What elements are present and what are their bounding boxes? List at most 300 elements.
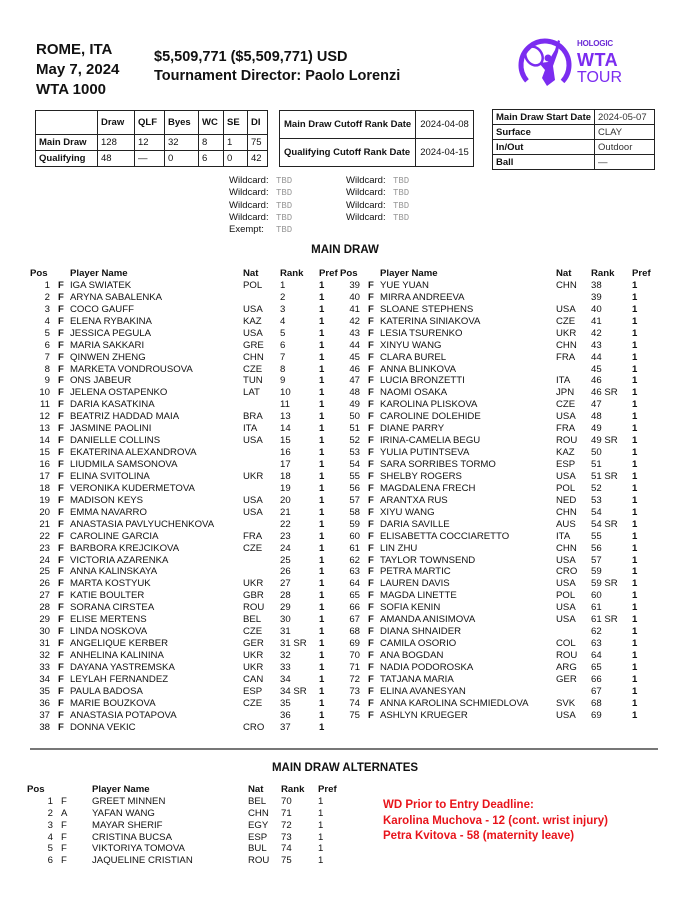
player-name: CRISTINA BUCSA <box>92 831 172 843</box>
player-name: DARIA SAVILLE <box>380 518 450 530</box>
draw-position: 51 <box>349 423 360 435</box>
column-header-player-name: Player Name <box>380 268 438 279</box>
player-name: ANASTASIA POTAPOVA <box>70 709 177 721</box>
info-value: Outdoor <box>595 140 655 155</box>
withdrawals-title: WD Prior to Entry Deadline: <box>383 799 534 811</box>
draw-position: 71 <box>349 661 360 673</box>
preference: 1 <box>632 661 638 673</box>
preference: 1 <box>319 411 325 423</box>
player-name: KAROLINA PLISKOVA <box>380 399 478 411</box>
wildcard-label: Wildcard: <box>229 175 269 186</box>
preference: 1 <box>632 327 638 339</box>
nationality: USA <box>556 578 576 590</box>
preference: 1 <box>319 291 325 303</box>
rank: 57 <box>591 554 602 566</box>
entry-flag: F <box>58 697 64 709</box>
draw-position: 47 <box>349 375 360 387</box>
nationality: POL <box>243 279 263 291</box>
draw-position: 18 <box>39 482 50 494</box>
rank: 52 <box>591 482 602 494</box>
player-name: ANNA KAROLINA SCHMIEDLOVA <box>380 697 529 709</box>
player-name: DIANE PARRY <box>380 423 445 435</box>
player-name: TAYLOR TOWNSEND <box>380 554 476 566</box>
player-name: ANA BOGDAN <box>380 650 444 661</box>
column-header-nat: Nat <box>248 784 264 795</box>
draw-position: 46 <box>349 363 360 375</box>
preference: 1 <box>319 709 325 721</box>
entry-flag: F <box>368 590 374 602</box>
header-se: SE <box>224 111 248 135</box>
row-label: Main Draw <box>36 135 98 151</box>
rank: 49 <box>591 423 602 435</box>
draw-position: 40 <box>349 291 360 303</box>
entry-flag: F <box>368 638 374 650</box>
draw-position: 11 <box>40 399 50 411</box>
player-name: PAULA BADOSA <box>70 685 143 697</box>
rank: 6 <box>280 339 286 351</box>
draw-position: 57 <box>349 494 360 506</box>
rank: 47 <box>591 399 602 411</box>
player-name: LINDA NOSKOVA <box>70 626 148 638</box>
nationality: CAN <box>243 673 264 685</box>
entry-flag: F <box>368 614 374 626</box>
preference: 1 <box>319 661 325 673</box>
withdrawal-line: Petra Kvitova - 58 (maternity leave) <box>383 830 575 842</box>
player-name: SOFIA KENIN <box>380 602 441 614</box>
entry-flag: F <box>368 327 374 339</box>
draw-position: 13 <box>39 423 50 435</box>
tour-brand: TOUR <box>577 69 623 86</box>
preference: 1 <box>632 506 638 518</box>
preference: 1 <box>319 482 325 494</box>
cutoff-label: Qualifying Cutoff Rank Date <box>280 139 416 167</box>
rank: 40 <box>591 303 602 315</box>
cell-se: 0 <box>224 151 248 167</box>
player-name: AMANDA ANISIMOVA <box>380 614 476 626</box>
nationality: USA <box>556 303 576 315</box>
player-name: IGA SWIATEK <box>70 279 132 291</box>
column-header-pref: Pref <box>319 268 338 279</box>
rank: 37 <box>280 721 291 733</box>
entry-flag: F <box>58 423 64 435</box>
rank: 59 SR <box>591 578 618 590</box>
info-row-start-date <box>493 110 655 125</box>
column-header-pos: Pos <box>27 784 45 795</box>
rank: 45 <box>591 363 602 375</box>
entry-flag: F <box>58 506 64 518</box>
draw-position: 55 <box>349 470 360 482</box>
draw-position: 60 <box>349 530 360 542</box>
column-header-rank: Rank <box>280 268 304 279</box>
info-label: Ball <box>493 155 595 170</box>
entry-flag: F <box>58 650 64 661</box>
nationality: ARG <box>556 661 577 673</box>
draw-position: 42 <box>349 315 360 327</box>
entry-flag: A <box>61 807 68 819</box>
player-name: JASMINE PAOLINI <box>70 423 152 435</box>
entry-flag: F <box>368 709 374 721</box>
player-silhouette-icon <box>515 34 575 94</box>
player-name: ELISE MERTENS <box>70 614 147 626</box>
nationality: CRO <box>243 721 265 733</box>
rank: 31 SR <box>280 638 307 650</box>
rank: 2 <box>280 291 286 303</box>
rank: 67 <box>591 685 602 697</box>
preference: 1 <box>319 363 325 375</box>
nationality: FRA <box>556 423 576 435</box>
preference: 1 <box>632 638 638 650</box>
preference: 1 <box>319 435 325 447</box>
wildcard-value: TBD <box>276 212 293 223</box>
preference: 1 <box>632 530 638 542</box>
draw-table-row-qualifying <box>36 151 268 167</box>
column-header-rank: Rank <box>591 268 615 279</box>
rank: 49 SR <box>591 435 618 447</box>
player-name: GREET MINNEN <box>92 795 166 807</box>
info-row-surface <box>493 125 655 140</box>
cutoff-value: 2024-04-15 <box>416 139 474 167</box>
draw-position: 6 <box>47 855 53 867</box>
draw-position: 74 <box>349 697 360 709</box>
nationality: POL <box>556 590 576 602</box>
draw-position: 28 <box>39 602 50 614</box>
rank: 46 <box>591 375 602 387</box>
preference: 1 <box>632 626 638 638</box>
preference: 1 <box>632 447 638 459</box>
player-name: MIRRA ANDREEVA <box>380 291 465 303</box>
entry-flag: F <box>368 542 374 554</box>
preference: 1 <box>632 518 638 530</box>
rank: 65 <box>591 661 602 673</box>
entry-flag: F <box>58 447 64 459</box>
tournament-date: May 7, 2024 <box>36 61 120 78</box>
nationality: USA <box>556 554 576 566</box>
draw-position: 43 <box>349 327 360 339</box>
rank: 51 SR <box>591 470 618 482</box>
entry-flag: F <box>58 411 64 423</box>
nationality: ITA <box>556 530 571 542</box>
rank: 69 <box>591 709 602 721</box>
column-header-player-name: Player Name <box>70 268 128 279</box>
player-name: CAROLINE DOLEHIDE <box>380 411 481 423</box>
draw-position: 22 <box>39 530 50 542</box>
player-name: ANASTASIA PAVLYUCHENKOVA <box>70 518 215 530</box>
rank: 60 <box>591 590 602 602</box>
player-name: ELINA AVANESYAN <box>380 685 466 697</box>
entry-flag: F <box>61 795 67 807</box>
player-name: LIUDMILA SAMSONOVA <box>70 459 178 470</box>
entry-flag: F <box>61 843 67 855</box>
nationality: AUS <box>556 518 576 530</box>
preference: 1 <box>319 542 325 554</box>
player-name: EKATERINA ALEXANDROVA <box>70 447 197 459</box>
nationality: USA <box>243 435 263 447</box>
draw-position: 49 <box>349 399 360 411</box>
preference: 1 <box>319 566 325 578</box>
player-name: DIANA SHNAIDER <box>380 626 462 638</box>
wildcard-label: Wildcard: <box>229 199 269 211</box>
rank: 34 <box>280 673 291 685</box>
row-label: Qualifying <box>36 151 98 167</box>
player-name: ONS JABEUR <box>70 375 132 387</box>
preference: 1 <box>632 697 638 709</box>
info-row-in-out <box>493 140 655 155</box>
cutoff-row-main <box>280 111 474 139</box>
player-name: SORANA CIRSTEA <box>70 602 155 614</box>
preference: 1 <box>319 279 325 291</box>
preference: 1 <box>319 685 325 697</box>
cell-qlf: — <box>135 151 165 167</box>
player-name: VICTORIA AZARENKA <box>70 554 169 566</box>
preference: 1 <box>319 375 325 387</box>
draw-position: 16 <box>39 459 50 470</box>
player-name: YAFAN WANG <box>92 807 155 819</box>
rank: 3 <box>280 303 286 315</box>
tournament-info <box>154 48 400 86</box>
nationality: GBR <box>243 590 264 602</box>
rank: 53 <box>591 494 602 506</box>
entry-flag: F <box>368 291 374 303</box>
entry-flag: F <box>368 339 374 351</box>
draw-position: 37 <box>39 709 50 721</box>
rank: 14 <box>280 423 291 435</box>
preference: 1 <box>318 843 324 855</box>
wta-tour-logo <box>515 34 655 94</box>
player-name: ASHLYN KRUEGER <box>380 709 468 721</box>
draw-position: 9 <box>44 375 50 387</box>
nationality: FRA <box>556 351 576 363</box>
rank: 1 <box>280 279 286 291</box>
header-di: DI <box>248 111 268 135</box>
player-name: YULIA PUTINTSEVA <box>380 447 470 459</box>
rank: 62 <box>591 626 602 638</box>
entry-flag: F <box>368 459 374 470</box>
draw-position: 67 <box>349 614 360 626</box>
rank: 54 <box>591 506 602 518</box>
withdrawal-line: Karolina Muchova - 12 (cont. wrist injury) <box>383 814 608 827</box>
nationality: CRO <box>556 566 578 578</box>
draw-position: 44 <box>349 339 360 351</box>
entry-flag: F <box>58 279 64 291</box>
draw-position: 50 <box>349 411 360 423</box>
rank: 31 <box>280 626 291 638</box>
player-name: MARIA SAKKARI <box>70 339 145 351</box>
draw-position: 10 <box>39 387 50 399</box>
preference: 1 <box>319 518 325 530</box>
nationality: CZE <box>243 626 263 638</box>
section-divider <box>30 748 658 750</box>
entry-flag: F <box>368 435 374 447</box>
main-draw-title: MAIN DRAW <box>311 244 379 256</box>
nationality: SVK <box>556 697 576 709</box>
rank: 25 <box>280 554 291 566</box>
wildcard-entry <box>229 224 292 236</box>
preference: 1 <box>319 399 325 411</box>
nationality: ROU <box>556 435 578 447</box>
draw-position: 3 <box>47 819 53 831</box>
rank: 21 <box>280 506 291 518</box>
rank: 13 <box>280 411 291 423</box>
nationality: USA <box>556 470 576 482</box>
draw-table-header <box>36 111 268 135</box>
draw-position: 2 <box>44 291 50 303</box>
draw-position: 34 <box>39 673 50 685</box>
entry-flag: F <box>58 685 64 697</box>
entry-flag: F <box>368 566 374 578</box>
entry-flag: F <box>58 602 64 614</box>
player-name: LAUREN DAVIS <box>380 578 450 590</box>
entry-flag: F <box>61 855 67 867</box>
info-label: Surface <box>493 125 595 140</box>
preference: 1 <box>319 638 325 650</box>
nationality: USA <box>556 709 576 721</box>
preference: 1 <box>632 709 638 721</box>
player-name: BARBORA KREJCIKOVA <box>70 542 180 554</box>
draw-position: 58 <box>349 506 360 518</box>
rank: 7 <box>280 351 286 363</box>
info-label: Main Draw Start Date <box>493 110 595 125</box>
nationality: UKR <box>243 578 264 590</box>
preference: 1 <box>632 399 638 411</box>
wta-brand: WTA <box>577 50 619 70</box>
info-label: In/Out <box>493 140 595 155</box>
rank: 56 <box>591 542 602 554</box>
nationality: CHN <box>556 339 577 351</box>
rank: 26 <box>280 566 291 578</box>
preference: 1 <box>319 602 325 614</box>
rank: 16 <box>280 447 291 459</box>
player-name: MARTA KOSTYUK <box>70 578 151 590</box>
entry-flag: F <box>368 279 374 291</box>
rank: 44 <box>591 351 602 363</box>
draw-position: 17 <box>39 470 50 482</box>
entry-flag: F <box>58 614 64 626</box>
draw-position: 6 <box>44 339 50 351</box>
entry-flag: F <box>368 554 374 566</box>
player-name: DAYANA YASTREMSKA <box>70 661 175 673</box>
entry-flag: F <box>368 363 374 375</box>
cutoff-row-qualifying <box>280 139 474 167</box>
draw-position: 21 <box>39 518 50 530</box>
wildcard-value: TBD <box>393 188 410 199</box>
entry-flag: F <box>368 447 374 459</box>
nationality: CHN <box>243 351 264 363</box>
player-name: COCO GAUFF <box>70 303 134 315</box>
draw-position: 53 <box>349 447 360 459</box>
nationality: ITA <box>556 375 571 387</box>
info-row-ball <box>493 155 655 170</box>
preference: 1 <box>632 685 638 697</box>
column-header-rank: Rank <box>281 784 305 795</box>
nationality: ESP <box>556 459 576 470</box>
cell-wc: 8 <box>199 135 224 151</box>
rank: 38 <box>591 279 602 291</box>
draw-position: 1 <box>47 795 53 807</box>
entry-flag: F <box>58 351 64 363</box>
draw-position: 20 <box>39 506 50 518</box>
nationality: ESP <box>248 831 268 843</box>
preference: 1 <box>632 459 638 470</box>
cutoff-label: Main Draw Cutoff Rank Date <box>280 111 416 139</box>
rank: 50 <box>591 447 602 459</box>
cell-di: 75 <box>248 135 268 151</box>
nationality: LAT <box>243 387 260 399</box>
draw-position: 24 <box>39 554 50 566</box>
entry-flag: F <box>58 721 64 733</box>
rank: 20 <box>280 494 291 506</box>
wildcards-left <box>229 175 292 236</box>
cell-draw: 128 <box>98 135 135 151</box>
player-name: ELINA SVITOLINA <box>70 470 150 482</box>
preference: 1 <box>319 578 325 590</box>
entry-flag: F <box>58 542 64 554</box>
wildcard-label: Wildcard: <box>229 187 269 199</box>
draw-position: 41 <box>349 303 360 315</box>
draw-position: 61 <box>349 542 360 554</box>
player-name: EMMA NAVARRO <box>70 506 147 518</box>
preference: 1 <box>632 339 638 351</box>
entry-flag: F <box>368 482 374 494</box>
entry-flag: F <box>368 315 374 327</box>
entry-flag: F <box>58 363 64 375</box>
preference: 1 <box>319 470 325 482</box>
wildcard-value: TBD <box>393 200 410 211</box>
draw-position: 64 <box>349 578 360 590</box>
nationality: USA <box>243 327 263 339</box>
entry-flag: F <box>58 327 64 339</box>
entry-flag: F <box>368 375 374 387</box>
draw-position: 73 <box>349 685 360 697</box>
rank: 66 <box>591 673 602 685</box>
entry-flag: F <box>58 339 64 351</box>
nationality: USA <box>243 506 263 518</box>
wildcard-label: Wildcard: <box>346 187 386 199</box>
rank: 5 <box>280 327 286 339</box>
rank: 18 <box>280 470 291 482</box>
rank: 48 <box>591 411 602 423</box>
wildcard-entry <box>346 187 409 199</box>
preference: 1 <box>319 650 325 661</box>
draw-position: 12 <box>39 411 50 423</box>
draw-position: 26 <box>39 578 50 590</box>
entry-flag: F <box>368 506 374 518</box>
column-header-pref: Pref <box>318 784 337 795</box>
nationality: UKR <box>243 470 264 482</box>
player-name: CLARA BUREL <box>380 351 447 363</box>
nationality: KAZ <box>243 315 262 327</box>
draw-position: 2 <box>47 807 53 819</box>
tournament-header <box>36 40 119 100</box>
nationality: BUL <box>248 843 267 855</box>
rank: 63 <box>591 638 602 650</box>
preference: 1 <box>319 303 325 315</box>
preference: 1 <box>319 459 325 470</box>
player-name: CAROLINE GARCIA <box>70 530 159 542</box>
draw-position: 48 <box>349 387 360 399</box>
draw-position: 68 <box>349 626 360 638</box>
info-value: 2024-05-07 <box>595 110 655 125</box>
rank: 9 <box>280 375 286 387</box>
player-name: ANNA KALINSKAYA <box>70 566 158 578</box>
nationality: ROU <box>556 650 578 661</box>
rank: 55 <box>591 530 602 542</box>
draw-position: 32 <box>39 650 50 661</box>
player-name: KATERINA SINIAKOVA <box>380 315 481 327</box>
cell-qlf: 12 <box>135 135 165 151</box>
player-name: DARIA KASATKINA <box>70 399 155 411</box>
entry-flag: F <box>58 709 64 721</box>
nationality: ESP <box>243 685 263 697</box>
